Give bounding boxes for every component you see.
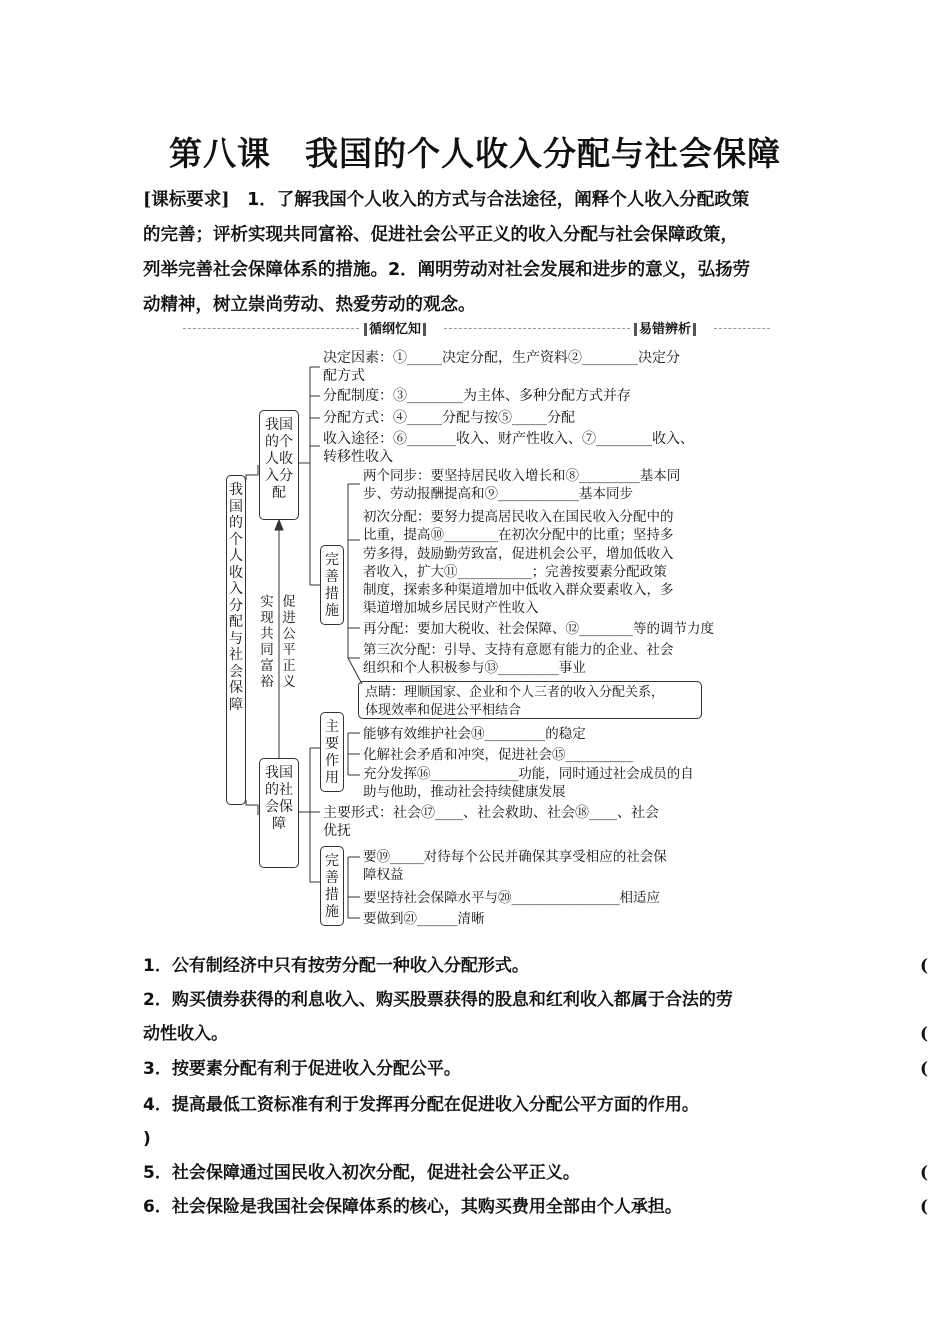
- b2-role: 能够有效维护社会⑭_________的稳定: [363, 726, 586, 742]
- page-title: 第八课 我国的个人收入分配与社会保障: [169, 134, 781, 173]
- b1-item: 配方式: [323, 368, 365, 384]
- b2-measure: 要坚持社会保障水平与⑳________________相适应: [363, 890, 660, 906]
- answer-paren-1[interactable]: (: [920, 956, 929, 976]
- b2-measure: 要⑲_____对待每个公民并确保其享受相应的社会保: [363, 849, 667, 865]
- b1-measure: 组织和个人积极参与⑬_________事业: [363, 660, 586, 676]
- b1-item: 转移性收入: [323, 449, 393, 465]
- b1-item: 分配方式：④_____分配与按⑤_____分配: [323, 410, 575, 426]
- side-label-right: 促进公平正义: [282, 594, 296, 690]
- b1-measure: 再分配：要加大税收、社会保障、⑫________等的调节力度: [363, 621, 714, 637]
- b1-item: 收入途径：⑥_______收入、财产性收入、⑦________收入、: [323, 431, 694, 447]
- question-5: 5．社会保障通过国民收入初次分配，促进社会公平正义。: [143, 1163, 580, 1183]
- banner-right: 易错辨析: [632, 318, 698, 338]
- b2-measure: 要做到㉑______清晰: [363, 911, 485, 927]
- b1-measure: 比重，提高⑩________在初次分配中的比重；坚持多: [363, 527, 674, 543]
- question-4: 4．提高最低工资标准有利于发挥再分配在促进收入分配公平方面的作用。: [143, 1095, 699, 1115]
- branch2-measures-node: 完善措施: [320, 846, 344, 926]
- answer-paren-6[interactable]: (: [920, 1197, 929, 1217]
- note-line-1: 点睛：理顺国家、企业和个人三者的收入分配关系，: [365, 685, 665, 700]
- banner-left: 循纲忆知: [362, 318, 428, 338]
- b1-item: 分配制度：③________为主体、多种分配方式并存: [323, 388, 631, 404]
- branch2-roles-node: 主要作用: [320, 712, 344, 792]
- b1-measure: 第三次分配：引导、支持有意愿有能力的企业、社会: [363, 642, 674, 658]
- answer-paren-3[interactable]: (: [920, 1059, 929, 1079]
- answer-paren-5[interactable]: (: [920, 1163, 929, 1183]
- b2-forms: 主要形式：社会⑰____、社会救助、社会⑱____、社会: [323, 805, 659, 821]
- question-3: 3．按要素分配有利于促进收入分配公平。: [143, 1059, 461, 1079]
- b1-item: 决定因素：①_____决定分配，生产资料②________决定分: [323, 350, 680, 366]
- answer-paren-2[interactable]: (: [920, 1024, 929, 1044]
- b2-forms: 优抚: [323, 823, 351, 839]
- b1-measure: 制度，探索多种渠道增加中低收入群众要素收入，多: [363, 582, 674, 598]
- b1-measure: 步、劳动报酬提高和⑨____________基本同步: [363, 486, 633, 502]
- requirement-line-3: 列举完善社会保障体系的措施。2．阐明劳动对社会发展和进步的意义，弘扬劳: [143, 260, 751, 280]
- question-1: 1．公有制经济中只有按劳分配一种收入分配形式。: [143, 956, 529, 976]
- question-2-cont: 动性收入。: [143, 1024, 228, 1044]
- b1-measure: 者收入，扩大⑪___________；完善按要素分配政策: [363, 564, 667, 580]
- b2-role: 充分发挥⑯_____________功能，同时通过社会成员的自: [363, 766, 694, 782]
- b1-measure: 初次分配：要努力提高居民收入在国民收入分配中的: [363, 509, 674, 525]
- question-2: 2．购买债券获得的利息收入、购买股票获得的股息和红利收入都属于合法的劳: [143, 990, 733, 1010]
- branch2-node: 我国的社会保障: [259, 758, 299, 868]
- requirement-line-4: 动精神，树立崇尚劳动、热爱劳动的观念。: [143, 295, 476, 315]
- b1-measure: 渠道增加城乡居民财产性收入: [363, 600, 539, 616]
- requirement-line-2: 的完善；评析实现共同富裕、促进社会公平正义的收入分配与社会保障政策，: [143, 225, 738, 245]
- key-point-note: [358, 681, 702, 719]
- b2-role: 助与他助，推动社会持续健康发展: [363, 784, 566, 800]
- side-label-left: 实现共同富裕: [260, 594, 274, 690]
- b1-measure: 劳多得，鼓励勤劳致富，促进机会公平，增加低收入: [363, 546, 674, 562]
- question-6: 6．社会保险是我国社会保障体系的核心，其购买费用全部由个人承担。: [143, 1197, 682, 1217]
- question-4-cont: ): [143, 1129, 151, 1149]
- requirement-line-1: 1．了解我国个人收入的方式与合法途径，阐释个人收入分配政策: [247, 190, 750, 210]
- branch1-measures-node: 完善措施: [320, 545, 344, 625]
- branch1-node: 我国的个人收入分配: [259, 410, 299, 520]
- b2-role: 化解社会矛盾和冲突，促进社会⑮__________: [363, 747, 633, 763]
- requirement-tag: [课标要求]: [143, 190, 230, 210]
- b2-measure: 障权益: [363, 867, 404, 883]
- root-node: 我国的个人收入分配与社会保障: [226, 475, 246, 805]
- b1-measure: 两个同步：要坚持居民收入增长和⑧_________基本同: [363, 468, 681, 484]
- note-line-2: 体现效率和促进公平相结合: [365, 703, 522, 718]
